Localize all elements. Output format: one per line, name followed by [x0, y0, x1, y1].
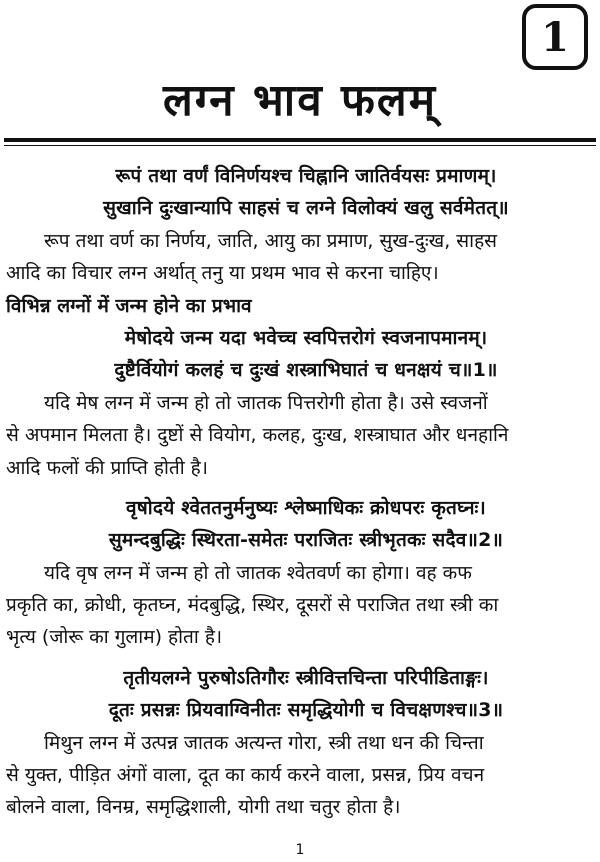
- sloka-line: रूपं तथा वर्णं विनिर्णयश्च चिह्नानि जातिर्वयसः प्रमाणम्।: [115, 165, 497, 187]
- paragraph-line: यदि मेष लग्न में जन्म हो तो जातक पित्तरोगी होता है। उसे स्वजनों: [44, 391, 488, 414]
- paragraph-line: से युक्त, पीड़ित अंगों वाला, दूत का कार्य करने वाला, प्रसन्न, प्रिय वचन: [6, 764, 485, 787]
- paragraph-line: बोलने वाला, विनम्र, समृद्धिशाली, योगी तथा चतुर होता है।: [6, 796, 401, 819]
- paragraph-line: यदि वृष लग्न में जन्म हो तो जातक श्वेतवर्ण का होगा। वह कफ: [44, 561, 472, 584]
- title-rule-thick: [4, 138, 596, 142]
- sloka-line: वृषोदये श्वेततनुर्मनुष्यः श्लेष्माधिकः क्रोधपरः कृतघ्नः।: [126, 496, 486, 519]
- paragraph-line: प्रकृति का, क्रोधी, कृतघ्न, मंदबुद्धि, स्थिर, दूसरों से पराजित तथा स्त्री का: [6, 594, 499, 617]
- page-content: [0, 160, 600, 824]
- sloka-line: सुमन्दबुद्धिः स्थिरता-समेतः पराजितः स्त्रीभृतकः सदैव॥2॥: [108, 529, 504, 552]
- section-heading: विभिन्न लग्नों में जन्म होने का प्रभाव: [6, 294, 252, 317]
- chapter-number: 1: [541, 13, 569, 61]
- paragraph-line: आदि फलों की प्राप्ति होती है।: [6, 456, 208, 479]
- paragraph-line: आदि का विचार लग्न अर्थात् तनु या प्रथम भाव से करना चाहिए।: [6, 262, 439, 285]
- sloka-line: सुखानि दुःखान्यापि साहसं च लग्ने विलोक्यं खलु सर्वमेतत्॥: [103, 197, 509, 220]
- chapter-number-box: [522, 4, 588, 70]
- sloka-line: दूतः प्रसन्नः प्रियवाग्विनीतः समृद्धियोगी च विचक्षणश्च॥3॥: [108, 699, 504, 722]
- paragraph-line: मिथुन लग्न में उत्पन्न जातक अत्यन्त गोरा, स्त्री तथा धन की चिन्ता: [44, 731, 484, 754]
- paragraph-line: रूप तथा वर्ण का निर्णय, जाति, आयु का प्रमाण, सुख-दुःख, साहस: [44, 229, 497, 252]
- sloka-line: तृतीयलग्ने पुरुषोऽतिगौरः स्त्रीवित्तचिन्ता परिपीडिताङ्गः।: [123, 666, 489, 689]
- title-rule-thin: [4, 145, 596, 146]
- sloka-line: दुष्टैर्वियोगं कलहं च दुःखं शस्त्राभिघातं च धनक्षयं च॥1॥: [114, 359, 498, 382]
- chapter-title: लग्न भाव फलम्: [162, 75, 438, 126]
- spacer: [0, 654, 600, 662]
- spacer: [0, 484, 600, 492]
- page-number: 1: [295, 842, 305, 858]
- paragraph-line: से अपमान मिलता है। दुष्टों से वियोग, कलह, दुःख, शस्त्राघात और धनहानि: [6, 424, 509, 447]
- paragraph-line: भृत्य (जोरू का गुलाम) होता है।: [6, 626, 223, 649]
- sloka-line: मेषोदये जन्म यदा भवेच्च स्वपित्तरोगं स्वजनापमानम्।: [124, 326, 488, 349]
